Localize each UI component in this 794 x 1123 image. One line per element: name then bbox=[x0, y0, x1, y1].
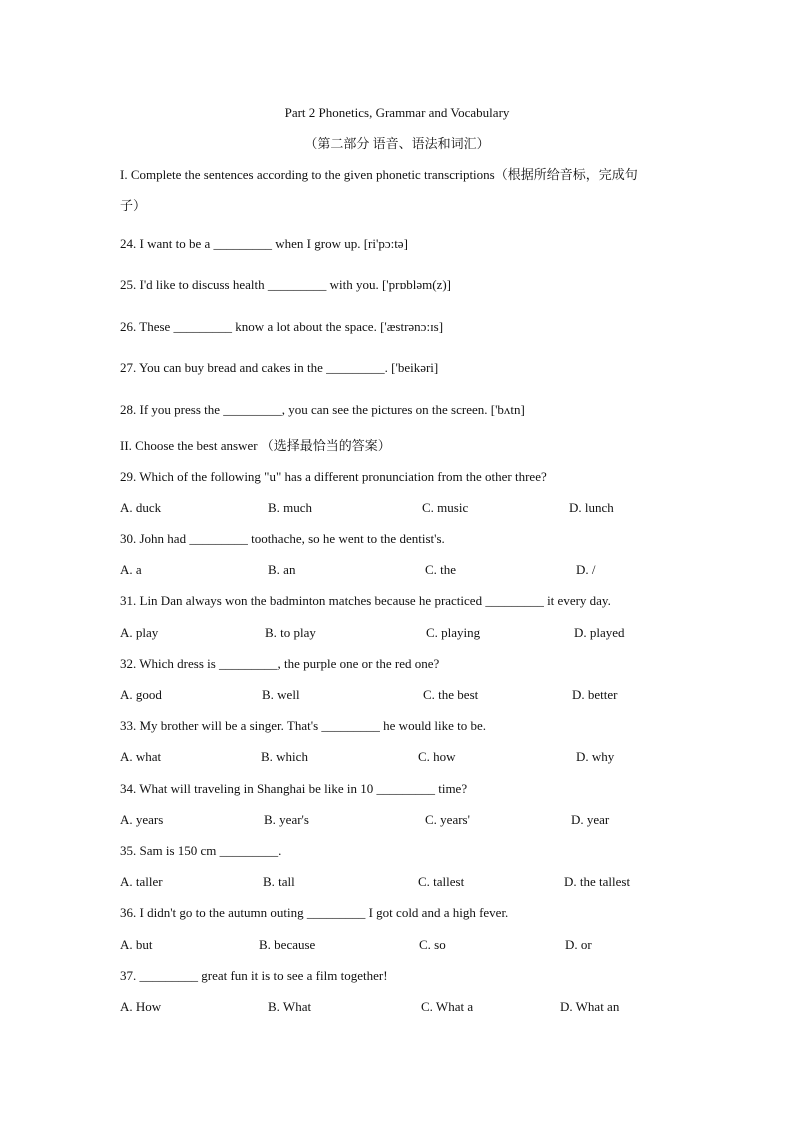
question-30: 30. John had _________ toothache, so he went to the dentist's. bbox=[120, 531, 445, 546]
option-34-b: B. year's bbox=[264, 812, 309, 827]
option-37-d: D. What an bbox=[560, 999, 620, 1014]
option-30-d: D. / bbox=[576, 562, 596, 577]
option-30-b: B. an bbox=[268, 562, 296, 577]
option-37-a: A. How bbox=[120, 999, 162, 1014]
option-35-a: A. taller bbox=[120, 874, 163, 889]
option-31-b: B. to play bbox=[265, 625, 316, 640]
option-35-c: C. tallest bbox=[418, 874, 465, 889]
option-36-c: C. so bbox=[419, 937, 446, 952]
part-subtitle: （第二部分 语音、语法和词汇） bbox=[304, 136, 490, 151]
option-33-b: B. which bbox=[261, 749, 308, 764]
option-34-d: D. year bbox=[571, 812, 610, 827]
part-title: Part 2 Phonetics, Grammar and Vocabulary bbox=[284, 105, 510, 120]
option-35-b: B. tall bbox=[263, 874, 295, 889]
option-31-c: C. playing bbox=[426, 625, 481, 640]
option-31-d: D. played bbox=[574, 625, 625, 640]
option-30-a: A. a bbox=[120, 562, 142, 577]
option-36-a: A. but bbox=[120, 937, 153, 952]
option-29-b: B. much bbox=[268, 500, 313, 515]
option-33-a: A. what bbox=[120, 749, 162, 764]
option-37-c: C. What a bbox=[421, 999, 474, 1014]
question-35: 35. Sam is 150 cm _________. bbox=[120, 843, 282, 858]
question-31: 31. Lin Dan always won the badminton matches because he practiced _________ it every day. bbox=[120, 593, 611, 608]
section1-instruction-cont: 子） bbox=[120, 198, 147, 213]
option-33-c: C. how bbox=[418, 749, 456, 764]
question-25: 25. I'd like to discuss health _________ with you. ['prɒbləm(z)] bbox=[120, 277, 452, 292]
question-27: 27. You can buy bread and cakes in the _________. ['beikəri] bbox=[120, 360, 439, 375]
question-24: 24. I want to be a _________ when I grow up. [ri'pɔ:tə] bbox=[120, 236, 408, 251]
option-32-d: D. better bbox=[572, 687, 618, 702]
option-34-a: A. years bbox=[120, 812, 164, 827]
question-32: 32. Which dress is _________, the purple one or the red one? bbox=[120, 656, 440, 671]
question-34: 34. What will traveling in Shanghai be like in 10 _________ time? bbox=[120, 781, 468, 796]
option-33-d: D. why bbox=[576, 749, 615, 764]
option-31-a: A. play bbox=[120, 625, 159, 640]
option-37-b: B. What bbox=[268, 999, 312, 1014]
option-34-c: C. years' bbox=[425, 812, 470, 827]
option-32-c: C. the best bbox=[423, 687, 479, 702]
option-29-d: D. lunch bbox=[569, 500, 614, 515]
question-33: 33. My brother will be a singer. That's _________ he would like to be. bbox=[120, 718, 487, 733]
section1-instruction: I. Complete the sentences according to the given phonetic transcriptions（根据所给音标，完成句 bbox=[120, 167, 638, 182]
option-35-d: D. the tallest bbox=[564, 874, 631, 889]
option-36-b: B. because bbox=[259, 937, 316, 952]
question-37: 37. _________ great fun it is to see a film together! bbox=[120, 968, 388, 983]
option-32-b: B. well bbox=[262, 687, 300, 702]
option-29-c: C. music bbox=[422, 500, 469, 515]
question-28: 28. If you press the _________, you can see the pictures on the screen. ['bʌtn] bbox=[120, 402, 525, 417]
question-26: 26. These _________ know a lot about the space. ['æstrənɔ:ɪs] bbox=[120, 319, 444, 334]
section2-instruction: II. Choose the best answer （选择最恰当的答案） bbox=[120, 438, 391, 453]
question-29: 29. Which of the following "u" has a different pronunciation from the other three? bbox=[120, 469, 547, 484]
option-32-a: A. good bbox=[120, 687, 162, 702]
option-36-d: D. or bbox=[565, 937, 592, 952]
option-29-a: A. duck bbox=[120, 500, 162, 515]
option-30-c: C. the bbox=[425, 562, 457, 577]
question-36: 36. I didn't go to the autumn outing _________ I got cold and a high fever. bbox=[120, 905, 509, 920]
